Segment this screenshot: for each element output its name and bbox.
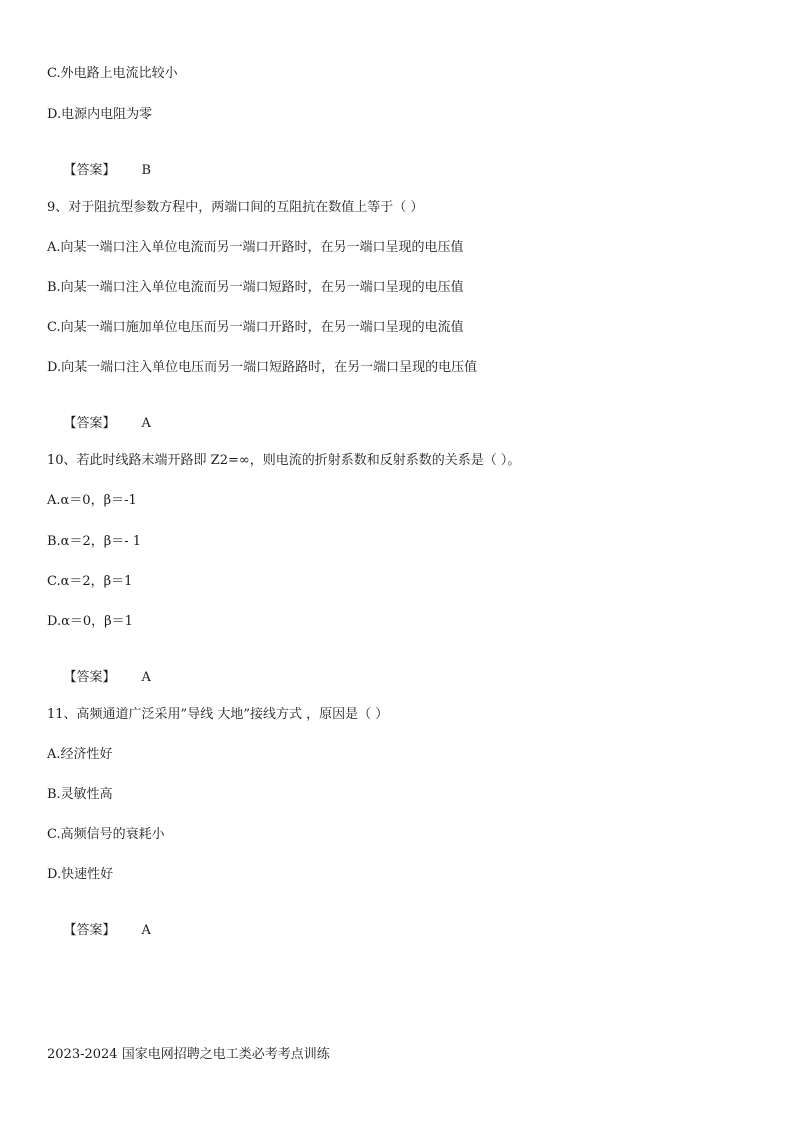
question-11: 11、高频通道广泛采用”导线 大地”接线方式 ，原因是（ ）	[47, 707, 389, 722]
option-a-q9: A.向某一端口注入单位电流而另一端口开路时，在另一端口呈现的电压值	[47, 240, 464, 255]
question-10: 10、若此时线路末端开路即 Z2=∞，则电流的折射系数和反射系数的关系是（ ）。	[47, 453, 521, 468]
option-d-q10: D.α＝0，β＝1	[47, 614, 133, 629]
option-b-q10: B.α＝2，β＝- 1	[47, 534, 142, 549]
option-d-q8: D.电源内电阻为零	[47, 107, 153, 122]
answer-value: B	[141, 163, 152, 178]
answer-label: 【答案】	[63, 923, 116, 938]
option-d-q9: D.向某一端口注入单位电压而另一端口短路路时，在另一端口呈现的电压值	[47, 360, 478, 375]
option-c-q8: C.外电路上电流比较小	[47, 66, 178, 81]
question-9: 9、对于阻抗型参数方程中，两端口间的互阻抗在数值上等于（ ）	[47, 200, 424, 215]
answer-value: A	[141, 670, 151, 685]
answer-value: A	[141, 416, 151, 431]
option-c-q9: C.向某一端口施加单位电压而另一端口开路时，在另一端口呈现的电流值	[47, 320, 464, 335]
answer-q11	[47, 907, 151, 955]
page-footer: 2023-2024 国家电网招聘之电工类必考考点训练	[47, 1047, 330, 1062]
option-c-q11: C.高频信号的衰耗小	[47, 827, 165, 842]
option-a-q10: A.α＝0，β＝-1	[47, 493, 137, 508]
option-b-q11: B.灵敏性高	[47, 787, 113, 802]
option-d-q11: D.快速性好	[47, 867, 114, 882]
answer-label: 【答案】	[63, 163, 116, 178]
option-c-q10: C.α＝2，β＝1	[47, 574, 133, 589]
option-b-q9: B.向某一端口注入单位电流而另一端口短路时，在另一端口呈现的电压值	[47, 280, 464, 295]
answer-q10	[47, 654, 151, 702]
answer-q8	[47, 147, 151, 195]
option-a-q11: A.经济性好	[47, 747, 113, 762]
answer-label: 【答案】	[63, 416, 116, 431]
answer-label: 【答案】	[63, 670, 116, 685]
answer-value: A	[141, 923, 151, 938]
answer-q9	[47, 400, 151, 448]
